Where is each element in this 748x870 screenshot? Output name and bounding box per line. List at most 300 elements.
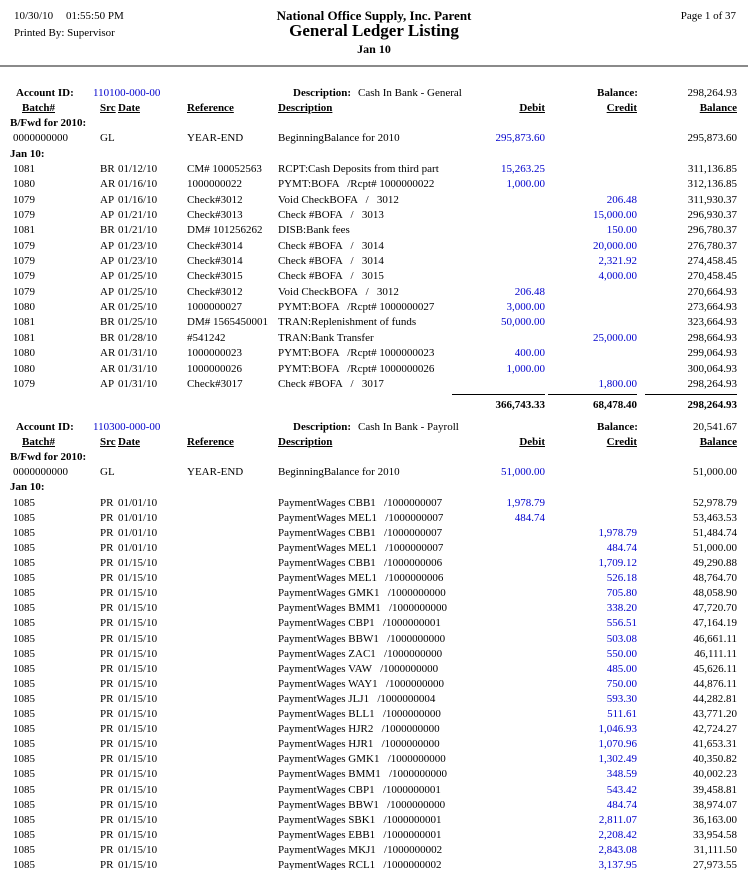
col-header-src: Src (100, 436, 116, 449)
account-header-line (0, 420, 748, 435)
credit-cell[interactable]: 705.80 (606, 587, 637, 600)
balance-cell: 45,626.11 (693, 662, 737, 675)
src-cell: BR (100, 163, 115, 176)
balance-label: Balance: (597, 421, 638, 434)
batch-cell: 1085 (13, 526, 35, 539)
credit-cell[interactable]: 348.59 (606, 768, 637, 781)
ledger-row (0, 223, 748, 238)
description-cell: PYMT:BOFA /Rcpt# 1000000026 (278, 362, 435, 375)
batch-cell: 1080 (13, 362, 35, 375)
debit-cell[interactable]: 295,873.60 (495, 132, 545, 145)
reference-cell: YEAR-END (187, 466, 244, 479)
reference-cell: Check#3017 (187, 377, 243, 390)
account-totals (0, 394, 748, 414)
credit-cell[interactable]: 1,800.00 (598, 377, 637, 390)
credit-cell[interactable]: 484.74 (606, 798, 637, 811)
date-cell: 01/15/10 (118, 859, 158, 870)
balance-cell: 44,876.11 (693, 677, 737, 690)
date-cell: 01/15/10 (118, 572, 158, 585)
print-date: 10/30/10 (14, 10, 54, 22)
src-cell: PR (100, 798, 114, 811)
date-cell: 01/15/10 (118, 783, 158, 796)
src-cell: AR (100, 347, 116, 360)
description-cell: PaymentWages HJR1 /1000000000 (278, 738, 440, 751)
credit-cell[interactable]: 15,000.00 (593, 209, 637, 222)
ledger-row (0, 526, 748, 541)
balance-cell: 41,653.31 (693, 738, 737, 751)
description-cell: PaymentWages CBB1 /1000000006 (278, 556, 443, 569)
ledger-row (0, 767, 748, 782)
ledger-row (0, 752, 748, 767)
date-cell: 01/31/10 (118, 347, 158, 360)
description-cell: PaymentWages VAW /1000000000 (278, 662, 439, 675)
description-cell: PaymentWages BMM1 /1000000000 (278, 768, 447, 781)
credit-cell[interactable]: 25,000.00 (593, 331, 637, 344)
description-cell: DISB:Bank fees (278, 224, 350, 237)
account-id-link[interactable]: 110300-000-00 (93, 421, 161, 434)
section-label: Jan 10: (10, 481, 45, 494)
balance-cell: 53,463.53 (693, 511, 737, 524)
col-header-credit: Credit (606, 102, 637, 114)
balance-cell: 52,978.79 (693, 496, 737, 509)
ledger-row (0, 601, 748, 616)
description-cell: Check #BOFA / 3013 (278, 209, 384, 222)
src-cell: AP (100, 285, 115, 298)
batch-cell: 1085 (13, 692, 35, 705)
batch-cell: 1085 (13, 828, 35, 841)
credit-cell[interactable]: 1,046.93 (598, 723, 637, 736)
debit-cell[interactable]: 484.74 (514, 511, 545, 524)
batch-cell: 1085 (13, 617, 35, 630)
col-header-reference: Reference (187, 436, 234, 449)
balance-label: Balance: (597, 87, 638, 99)
batch-cell: 1080 (13, 347, 35, 360)
balance-cell: 40,002.23 (693, 768, 737, 781)
ledger-row (0, 586, 748, 601)
balance-cell: 43,771.20 (693, 708, 737, 721)
reference-cell: DM# 1565450001 (187, 316, 268, 329)
description-cell: Check #BOFA / 3015 (278, 270, 384, 283)
credit-cell[interactable]: 503.08 (606, 632, 637, 645)
credit-cell[interactable]: 206.48 (606, 193, 637, 206)
src-cell: PR (100, 844, 114, 857)
description-cell: PaymentWages BLL1 /1000000000 (278, 708, 441, 721)
ledger-row (0, 362, 748, 377)
description-cell: PaymentWages WAY1 /1000000000 (278, 677, 444, 690)
description-cell: PaymentWages BBW1 /1000000000 (278, 632, 446, 645)
balance-cell: 51,000.00 (693, 541, 737, 554)
batch-cell: 1079 (13, 209, 35, 222)
balance-cell: 31,111.50 (693, 844, 737, 857)
credit-cell[interactable]: 1,070.96 (598, 738, 637, 751)
balance-cell: 51,484.74 (693, 526, 737, 539)
debit-cell[interactable]: 3,000.00 (506, 301, 545, 314)
batch-cell: 1085 (13, 541, 35, 554)
credit-cell[interactable]: 2,321.92 (598, 255, 637, 268)
account-section (0, 420, 748, 870)
batch-cell: 1085 (13, 859, 35, 870)
src-cell: PR (100, 541, 114, 554)
batch-cell: 1079 (13, 377, 35, 390)
balance-cell: 270,458.45 (687, 270, 737, 283)
credit-cell[interactable]: 550.00 (606, 647, 637, 660)
description-cell: PaymentWages BMM1 /1000000000 (278, 602, 447, 615)
ledger-row (0, 571, 748, 586)
ledger-row (0, 677, 748, 692)
section-label: B/Fwd for 2010: (10, 451, 87, 464)
debit-total: 366,743.33 (452, 394, 545, 414)
batch-cell: 1085 (13, 662, 35, 675)
account-rows (0, 116, 748, 392)
ledger-row (0, 239, 748, 254)
balance-cell: 296,780.37 (687, 224, 737, 237)
description-cell: PaymentWages RCL1 /1000000002 (278, 859, 442, 870)
credit-total: 68,478.40 (548, 394, 637, 414)
accounts-root (0, 86, 748, 870)
src-cell: AP (100, 255, 115, 268)
balance-cell: 27,973.55 (693, 859, 737, 870)
src-cell: AR (100, 178, 116, 191)
col-header-date: Date (118, 436, 140, 449)
src-cell: PR (100, 572, 114, 585)
debit-cell[interactable]: 1,978.79 (506, 496, 545, 509)
batch-cell: 1085 (13, 783, 35, 796)
account-description: Cash In Bank - General (358, 87, 462, 99)
col-header-debit: Debit (519, 436, 545, 449)
description-cell: PaymentWages CBB1 /1000000007 (278, 526, 443, 539)
credit-cell[interactable]: 4,000.00 (598, 270, 637, 283)
src-cell: PR (100, 677, 114, 690)
src-cell: PR (100, 556, 114, 569)
ledger-row (0, 798, 748, 813)
batch-cell: 1085 (13, 572, 35, 585)
balance-cell: 298,264.93 (687, 377, 737, 390)
date-cell: 01/15/10 (118, 723, 158, 736)
date-cell: 01/15/10 (118, 753, 158, 766)
src-cell: PR (100, 768, 114, 781)
col-header-reference: Reference (187, 102, 234, 114)
src-cell: BR (100, 224, 115, 237)
balance-cell: 51,000.00 (693, 466, 737, 479)
batch-cell: 1085 (13, 556, 35, 569)
date-cell: 01/01/10 (118, 526, 158, 539)
credit-cell[interactable]: 1,302.49 (598, 753, 637, 766)
balance-cell: 274,458.45 (687, 255, 737, 268)
src-cell: PR (100, 738, 114, 751)
src-cell: PR (100, 723, 114, 736)
batch-cell: 1079 (13, 255, 35, 268)
date-cell: 01/15/10 (118, 798, 158, 811)
ledger-row (0, 722, 748, 737)
debit-cell[interactable]: 51,000.00 (501, 466, 545, 479)
date-cell: 01/01/10 (118, 511, 158, 524)
ledger-row (0, 496, 748, 511)
batch-cell: 1079 (13, 193, 35, 206)
balance-cell: 33,954.58 (693, 828, 737, 841)
date-cell: 01/23/10 (118, 239, 158, 252)
reference-cell: Check#3012 (187, 285, 243, 298)
ledger-row (0, 193, 748, 208)
description-cell: PaymentWages CBB1 /1000000007 (278, 496, 443, 509)
date-cell: 01/15/10 (118, 556, 158, 569)
description-cell: PaymentWages EBB1 /1000000001 (278, 828, 442, 841)
credit-cell[interactable]: 593.30 (606, 692, 637, 705)
ledger-row (0, 556, 748, 571)
credit-cell[interactable]: 3,137.95 (598, 859, 637, 870)
description-cell: PaymentWages GMK1 /1000000000 (278, 587, 446, 600)
section-label-row (0, 450, 748, 465)
balance-cell: 300,064.93 (687, 362, 737, 375)
balance-cell: 299,064.93 (687, 347, 737, 360)
ledger-row (0, 208, 748, 223)
column-header-row (0, 101, 748, 116)
description-cell: BeginningBalance for 2010 (278, 466, 400, 479)
src-cell: PR (100, 511, 114, 524)
batch-cell: 1085 (13, 511, 35, 524)
ledger-row (0, 692, 748, 707)
credit-cell[interactable]: 556.51 (606, 617, 637, 630)
balance-cell: 270,664.93 (687, 285, 737, 298)
report-title: General Ledger Listing (289, 21, 459, 40)
balance-cell: 311,930.37 (687, 193, 737, 206)
src-cell: PR (100, 617, 114, 630)
credit-cell[interactable]: 1,978.79 (598, 526, 637, 539)
ledger-row (0, 300, 748, 315)
ledger-row (0, 511, 748, 526)
batch-cell: 1081 (13, 163, 35, 176)
debit-cell[interactable]: 15,263.25 (501, 163, 545, 176)
batch-cell: 1085 (13, 587, 35, 600)
src-cell: PR (100, 602, 114, 615)
src-cell: AP (100, 377, 115, 390)
ledger-row (0, 843, 748, 858)
date-cell: 01/16/10 (118, 178, 158, 191)
batch-cell: 1085 (13, 647, 35, 660)
column-header-row (0, 435, 748, 450)
src-cell: PR (100, 692, 114, 705)
report-period: Jan 10 (357, 42, 391, 56)
col-header-batch: Batch# (22, 436, 55, 449)
batch-cell: 0000000000 (13, 466, 68, 479)
printed-by: Printed By: Supervisor (14, 27, 115, 39)
debit-cell[interactable]: 50,000.00 (501, 316, 545, 329)
description-cell: PaymentWages BBW1 /1000000000 (278, 798, 446, 811)
date-cell: 01/15/10 (118, 828, 158, 841)
reference-cell: Check#3013 (187, 209, 243, 222)
company-name: National Office Supply, Inc. Parent (276, 8, 472, 23)
credit-cell[interactable]: 20,000.00 (593, 239, 637, 252)
date-cell: 01/28/10 (118, 331, 158, 344)
batch-cell: 1085 (13, 708, 35, 721)
src-cell: BR (100, 331, 115, 344)
batch-cell: 1085 (13, 753, 35, 766)
date-cell: 01/15/10 (118, 632, 158, 645)
credit-cell[interactable]: 2,843.08 (598, 844, 637, 857)
col-header-description: Description (278, 436, 333, 449)
balance-cell: 298,664.93 (687, 331, 737, 344)
date-cell: 01/15/10 (118, 768, 158, 781)
src-cell: PR (100, 828, 114, 841)
src-cell: PR (100, 708, 114, 721)
date-cell: 01/31/10 (118, 362, 158, 375)
section-label-row (0, 147, 748, 162)
src-cell: PR (100, 587, 114, 600)
date-cell: 01/15/10 (118, 844, 158, 857)
ledger-row (0, 662, 748, 677)
description-cell: PaymentWages MKJ1 /1000000002 (278, 844, 443, 857)
src-cell: AP (100, 209, 115, 222)
credit-cell[interactable]: 1,709.12 (598, 556, 637, 569)
balance-cell: 40,350.82 (693, 753, 737, 766)
batch-cell: 1080 (13, 178, 35, 191)
ledger-row (0, 346, 748, 361)
col-header-debit: Debit (519, 102, 545, 114)
balance-cell: 39,458.81 (693, 783, 737, 796)
description-label: Description: (293, 87, 352, 99)
balance-cell: 48,764.70 (693, 572, 737, 585)
balance-cell: 273,664.93 (687, 301, 737, 314)
batch-cell: 1080 (13, 301, 35, 314)
col-header-batch: Batch# (22, 102, 55, 114)
credit-cell[interactable]: 484.74 (606, 541, 637, 554)
print-time: 01:55:50 PM (66, 10, 124, 22)
batch-cell: 1085 (13, 632, 35, 645)
credit-cell[interactable]: 511.61 (607, 708, 637, 721)
description-cell: PaymentWages JLJ1 /1000000004 (278, 692, 436, 705)
credit-cell[interactable]: 543.42 (606, 783, 637, 796)
account-description: Cash In Bank - Payroll (358, 421, 459, 434)
ledger-row (0, 254, 748, 269)
description-cell: Check #BOFA / 3014 (278, 255, 384, 268)
ledger-row (0, 177, 748, 192)
src-cell: AP (100, 239, 115, 252)
credit-cell[interactable]: 485.00 (606, 662, 637, 675)
report-header (0, 0, 748, 67)
credit-cell[interactable]: 150.00 (606, 224, 637, 237)
date-cell: 01/21/10 (118, 224, 158, 237)
credit-cell[interactable]: 2,208.42 (598, 828, 637, 841)
src-cell: GL (100, 466, 115, 479)
ledger-row (0, 465, 748, 480)
credit-cell[interactable]: 526.18 (606, 572, 637, 585)
balance-cell: 44,282.81 (693, 692, 737, 705)
description-cell: RCPT:Cash Deposits from third part (278, 163, 439, 176)
date-cell: 01/15/10 (118, 602, 158, 615)
reference-cell: 1000000023 (187, 347, 242, 360)
description-cell: PYMT:BOFA /Rcpt# 1000000023 (278, 347, 435, 360)
ledger-row (0, 616, 748, 631)
reference-cell: CM# 100052563 (187, 163, 262, 176)
src-cell: PR (100, 859, 114, 870)
description-cell: Check #BOFA / 3017 (278, 377, 384, 390)
date-cell: 01/23/10 (118, 255, 158, 268)
date-cell: 01/15/10 (118, 677, 158, 690)
date-cell: 01/15/10 (118, 738, 158, 751)
debit-cell[interactable]: 206.48 (514, 285, 545, 298)
account-section (0, 86, 748, 414)
balance-cell: 47,164.19 (693, 617, 737, 630)
debit-cell[interactable]: 1,000.00 (506, 178, 545, 191)
ledger-row (0, 285, 748, 300)
credit-cell[interactable]: 750.00 (606, 677, 637, 690)
col-header-balance: Balance (699, 102, 737, 114)
description-cell: PaymentWages SBK1 /1000000001 (278, 813, 442, 826)
section-label: B/Fwd for 2010: (10, 117, 87, 129)
balance-cell: 47,720.70 (693, 602, 737, 615)
batch-cell: 1085 (13, 738, 35, 751)
description-cell: PaymentWages CBP1 /1000000001 (278, 617, 441, 630)
src-cell: PR (100, 783, 114, 796)
balance-cell: 311,136.85 (687, 163, 737, 176)
batch-cell: 1081 (13, 331, 35, 344)
account-header-line (0, 86, 748, 101)
description-cell: PaymentWages ZAC1 /1000000000 (278, 647, 443, 660)
src-cell: PR (100, 813, 114, 826)
date-cell: 01/21/10 (118, 209, 158, 222)
account-balance: 298,264.93 (687, 87, 737, 99)
src-cell: PR (100, 496, 114, 509)
ledger-row (0, 707, 748, 722)
balance-cell: 276,780.37 (687, 239, 737, 252)
date-cell: 01/01/10 (118, 541, 158, 554)
balance-cell: 295,873.60 (687, 132, 737, 145)
batch-cell: 1085 (13, 723, 35, 736)
description-cell: PaymentWages MEL1 /1000000007 (278, 511, 444, 524)
reference-cell: Check#3012 (187, 193, 243, 206)
col-header-credit: Credit (606, 436, 637, 449)
src-cell: AP (100, 270, 115, 283)
reference-cell: YEAR-END (187, 132, 244, 145)
credit-cell[interactable]: 338.20 (606, 602, 637, 615)
ledger-row (0, 858, 748, 870)
debit-cell[interactable]: 400.00 (514, 347, 545, 360)
date-cell: 01/15/10 (118, 813, 158, 826)
description-cell: Void CheckBOFA / 3012 (278, 193, 399, 206)
col-header-src: Src (100, 102, 116, 114)
reference-cell: 1000000026 (187, 362, 242, 375)
description-cell: Check #BOFA / 3014 (278, 239, 384, 252)
description-cell: TRAN:Bank Transfer (278, 331, 374, 344)
balance-cell: 49,290.88 (693, 556, 737, 569)
description-cell: PaymentWages GMK1 /1000000000 (278, 753, 446, 766)
ledger-row (0, 315, 748, 330)
date-cell: 01/12/10 (118, 163, 158, 176)
reference-cell: #541242 (187, 331, 226, 344)
description-label: Description: (293, 421, 352, 434)
reference-cell: Check#3014 (187, 239, 243, 252)
date-cell: 01/31/10 (118, 377, 158, 390)
batch-cell: 1079 (13, 285, 35, 298)
balance-cell: 323,664.93 (687, 316, 737, 329)
balance-cell: 46,111.11 (694, 647, 737, 660)
debit-cell[interactable]: 1,000.00 (506, 362, 545, 375)
ledger-row (0, 828, 748, 843)
src-cell: PR (100, 526, 114, 539)
src-cell: PR (100, 647, 114, 660)
balance-cell: 36,163.00 (693, 813, 737, 826)
src-cell: BR (100, 316, 115, 329)
src-cell: GL (100, 132, 115, 145)
batch-cell: 1085 (13, 677, 35, 690)
date-cell: 01/15/10 (118, 692, 158, 705)
description-cell: PaymentWages CBP1 /1000000001 (278, 783, 441, 796)
batch-cell: 1085 (13, 768, 35, 781)
date-cell: 01/16/10 (118, 193, 158, 206)
account-id-link[interactable]: 110100-000-00 (93, 87, 161, 99)
account-balance: 20,541.67 (693, 421, 737, 434)
batch-cell: 0000000000 (13, 132, 68, 145)
credit-cell[interactable]: 2,811.07 (598, 813, 637, 826)
